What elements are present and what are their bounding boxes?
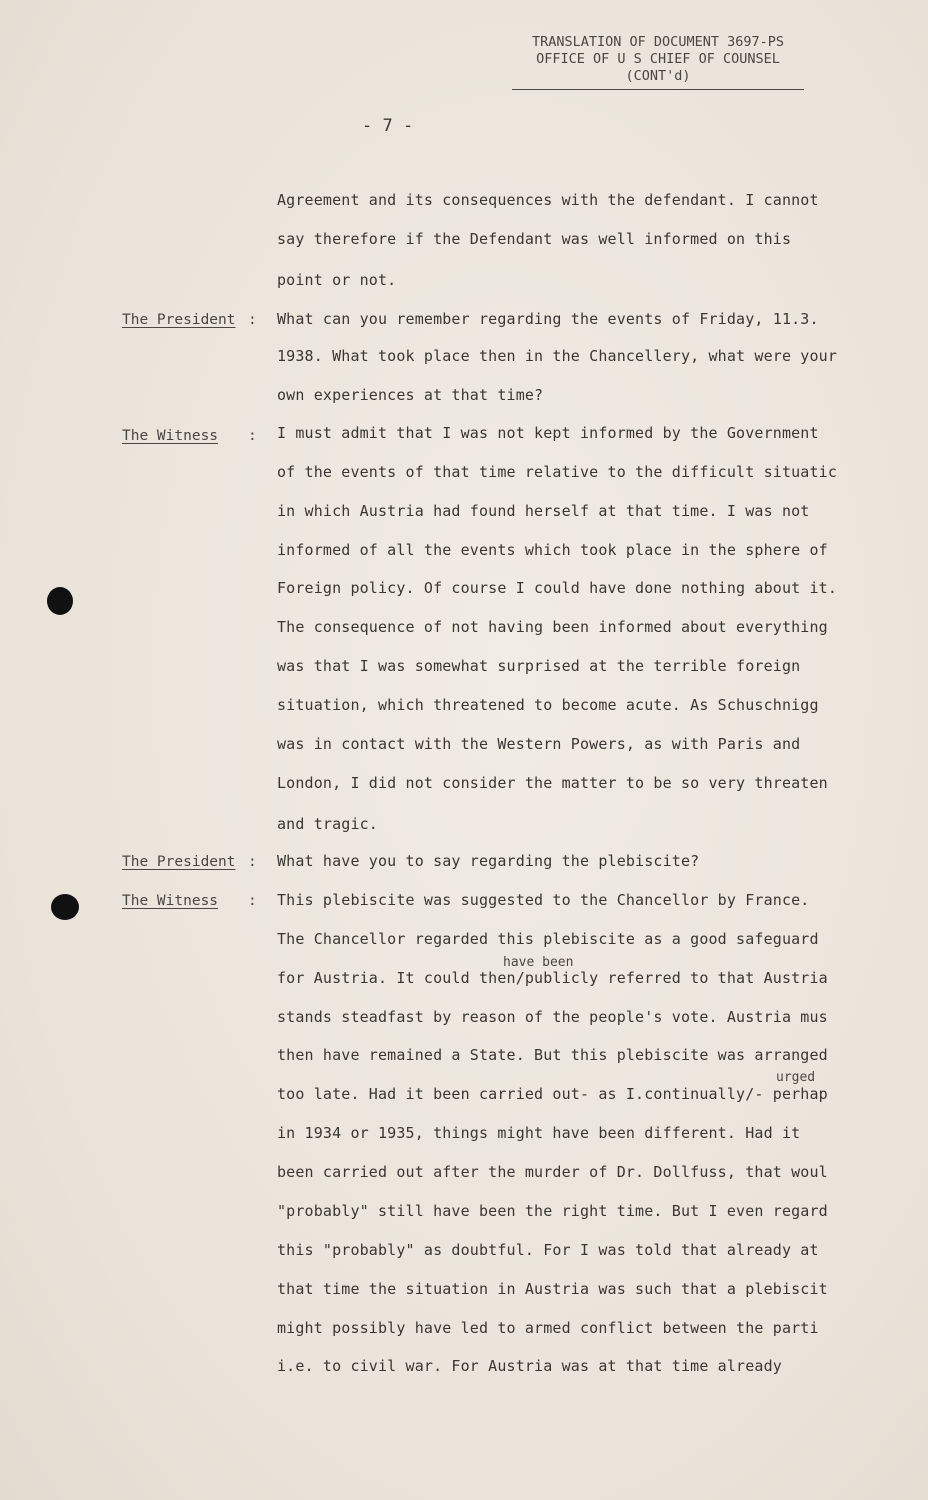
header-rule xyxy=(512,89,804,90)
body-line: too late. Had it been carried out- as I.continually/- perhap xyxy=(277,1085,828,1103)
body-line: been carried out after the murder of Dr. Dollfuss, that woul xyxy=(277,1163,828,1181)
body-line: was that I was somewhat surprised at the terrible foreign xyxy=(277,657,801,675)
body-line: London, I did not consider the matter to be so very threaten xyxy=(277,774,828,792)
body-line: say therefore if the Defendant was well informed on this xyxy=(277,230,792,248)
body-line: in which Austria had found herself at that time. I was not xyxy=(277,502,810,520)
body-line: in 1934 or 1935, things might have been different. Had it xyxy=(277,1124,801,1142)
page-number: - 7 - xyxy=(362,116,414,136)
body-line: point or not. xyxy=(277,271,397,289)
body-line: "probably" still have been the right time. But I even regard xyxy=(277,1202,828,1220)
speaker-label-president: The President xyxy=(122,854,236,870)
body-line: informed of all the events which took place in the sphere of xyxy=(277,541,828,559)
interlinear-insertion: have been xyxy=(503,955,574,970)
document-header xyxy=(512,34,804,90)
body-line: Foreign policy. Of course I could have done nothing about it. xyxy=(277,579,838,597)
header-title: TRANSLATION OF DOCUMENT 3697-PS xyxy=(532,34,784,50)
speaker-label-witness: The Witness xyxy=(122,428,219,444)
speaker-colon: : xyxy=(248,854,257,870)
body-line: What have you to say regarding the plebiscite? xyxy=(277,852,700,870)
interlinear-insertion: urged xyxy=(776,1070,816,1085)
body-line: I must admit that I was not kept informed by the Government xyxy=(277,424,819,442)
body-line: What can you remember regarding the events of Friday, 11.3. xyxy=(277,310,819,328)
body-line: own experiences at that time? xyxy=(277,386,544,404)
body-line: stands steadfast by reason of the people's vote. Austria mus xyxy=(277,1008,828,1026)
body-line: and tragic. xyxy=(277,815,378,833)
header-continued: (CONT'd) xyxy=(625,68,691,84)
body-line: situation, which threatened to become acute. As Schuschnigg xyxy=(277,696,819,714)
speaker-label-witness: The Witness xyxy=(122,893,219,909)
speaker-label-president: The President xyxy=(122,312,236,328)
body-line: The consequence of not having been informed about everything xyxy=(277,618,828,636)
body-line: of the events of that time relative to the difficult situatic xyxy=(277,463,838,481)
speaker-colon: : xyxy=(248,428,257,444)
punch-hole xyxy=(51,894,79,920)
body-line: that time the situation in Austria was such that a plebiscit xyxy=(277,1280,828,1298)
body-line: This plebiscite was suggested to the Chancellor by France. xyxy=(277,891,810,909)
body-line: might possibly have led to armed conflict between the parti xyxy=(277,1319,819,1337)
body-line: Agreement and its consequences with the defendant. I cannot xyxy=(277,191,819,209)
header-office: OFFICE OF U S CHIEF OF COUNSEL xyxy=(536,51,780,67)
body-line: for Austria. It could then/publicly referred to that Austria xyxy=(277,969,828,987)
body-line: was in contact with the Western Powers, as with Paris and xyxy=(277,735,801,753)
speaker-colon: : xyxy=(248,893,257,909)
body-line: i.e. to civil war. For Austria was at that time already xyxy=(277,1357,782,1375)
body-line: The Chancellor regarded this plebiscite as a good safeguard xyxy=(277,930,819,948)
body-line: this "probably" as doubtful. For I was told that already at xyxy=(277,1241,819,1259)
body-line: 1938. What took place then in the Chancellery, what were your xyxy=(277,347,838,365)
punch-hole xyxy=(47,587,73,615)
body-line: then have remained a State. But this plebiscite was arranged xyxy=(277,1046,828,1064)
speaker-colon: : xyxy=(248,312,257,328)
